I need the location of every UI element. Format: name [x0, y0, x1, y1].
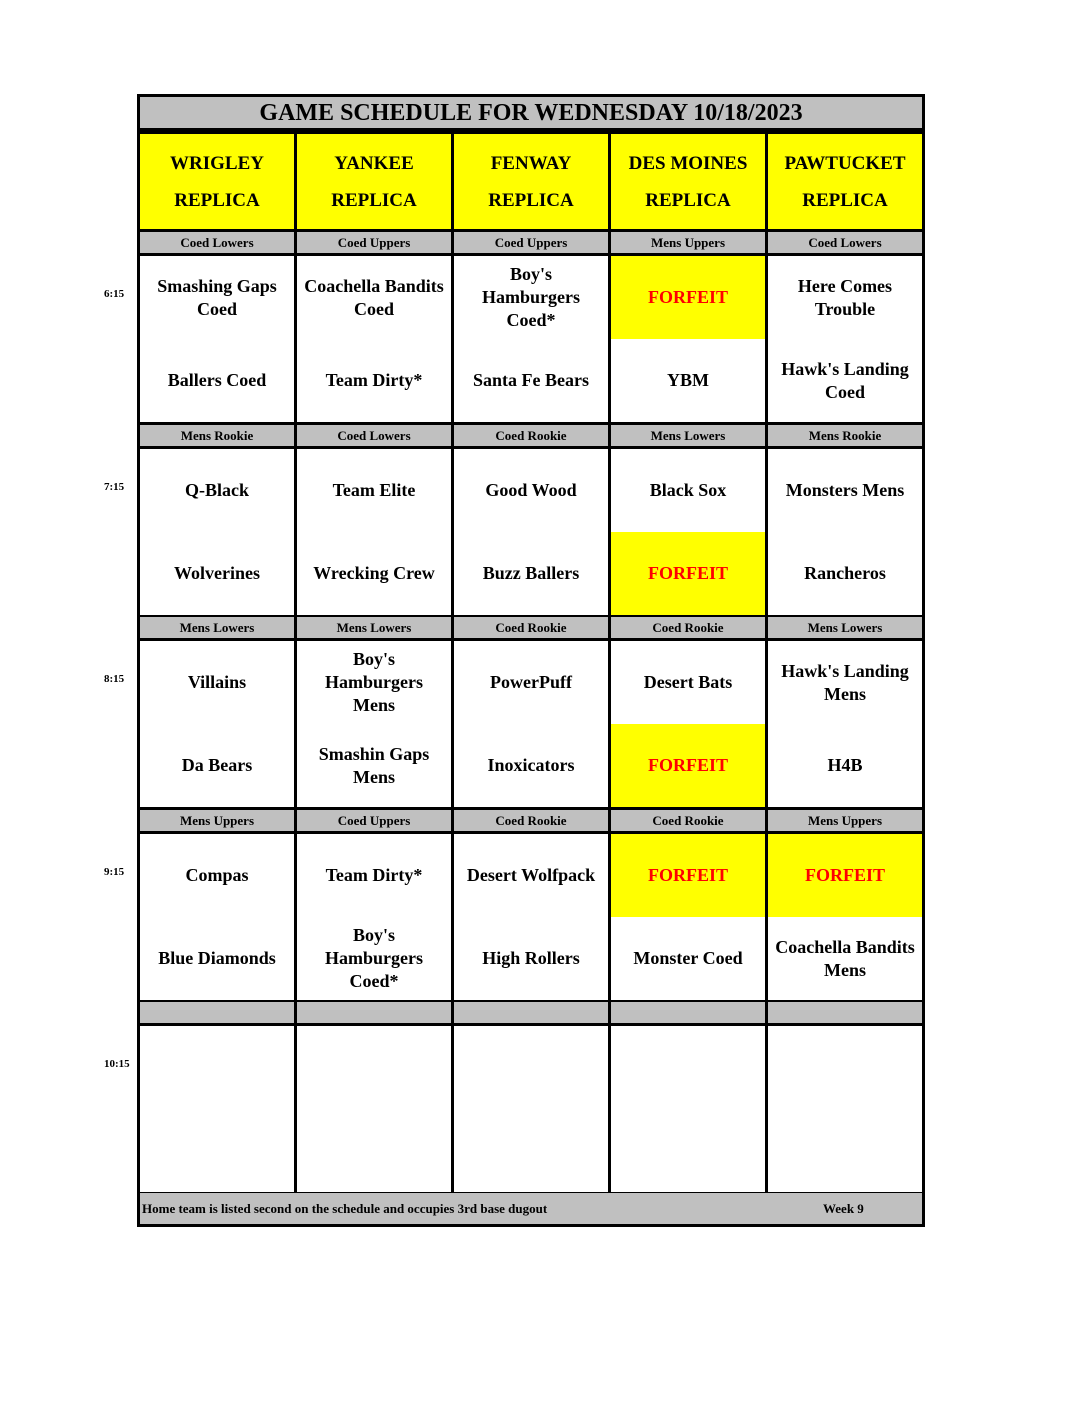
game-cell — [297, 834, 451, 1000]
game-cell — [768, 449, 922, 615]
division-row — [140, 425, 922, 446]
field-header-4 — [611, 134, 765, 229]
field-type: REPLICA — [331, 189, 417, 211]
division-label — [611, 1002, 765, 1023]
game-cell — [454, 641, 608, 807]
field-type: REPLICA — [488, 189, 574, 211]
away-team: FORFEIT — [768, 834, 922, 917]
away-team: Desert Bats — [643, 672, 733, 692]
game-cell — [768, 641, 922, 807]
home-team — [454, 1109, 608, 1192]
footer-bar — [140, 1193, 922, 1224]
away-team: Desert Wolfpack — [466, 865, 596, 885]
game-cell — [454, 256, 608, 422]
schedule-title: GAME SCHEDULE FOR WEDNESDAY 10/18/2023 — [140, 97, 922, 131]
games-row — [140, 449, 922, 615]
field-type: REPLICA — [802, 189, 888, 211]
home-team: Buzz Ballers — [482, 563, 580, 583]
field-name: WRIGLEY — [170, 152, 264, 174]
away-team: Team Elite — [332, 480, 416, 500]
away-team — [611, 1026, 765, 1109]
game-cell — [297, 449, 451, 615]
division-label: Coed Rookie — [454, 425, 608, 446]
home-team: Wrecking Crew — [313, 563, 435, 583]
game-cell — [140, 1026, 294, 1192]
home-team: FORFEIT — [611, 532, 765, 615]
division-label: Coed Rookie — [454, 617, 608, 638]
division-label: Coed Rookie — [611, 617, 765, 638]
game-cell — [611, 834, 765, 1000]
field-header-3 — [454, 134, 608, 229]
away-team — [297, 1026, 451, 1109]
time-label: 6:15 — [104, 288, 125, 300]
away-team: Coachella Bandits Coed — [304, 275, 444, 319]
division-label: Mens Lowers — [140, 617, 294, 638]
home-team: FORFEIT — [611, 724, 765, 807]
home-team: Smashin Gaps Mens — [318, 743, 430, 787]
away-team: Team Dirty* — [325, 865, 423, 885]
division-label: Mens Rookie — [768, 425, 922, 446]
division-label: Mens Rookie — [140, 425, 294, 446]
home-team: Wolverines — [174, 563, 260, 583]
game-cell — [140, 641, 294, 807]
home-team: Monster Coed — [633, 948, 743, 968]
game-cell — [140, 256, 294, 422]
field-name: FENWAY — [490, 152, 572, 174]
game-cell — [611, 641, 765, 807]
home-team — [768, 1109, 922, 1192]
division-label — [297, 1002, 451, 1023]
division-label: Mens Uppers — [611, 232, 765, 253]
home-team: Rancheros — [804, 563, 886, 583]
game-cell — [140, 449, 294, 615]
home-team: Ballers Coed — [167, 370, 267, 390]
away-team: Boy's Hamburgers Mens — [325, 649, 423, 715]
division-label: Coed Uppers — [297, 810, 451, 831]
games-row — [140, 256, 922, 422]
game-cell — [454, 1026, 608, 1192]
division-label: Mens Lowers — [297, 617, 451, 638]
game-cell — [768, 1026, 922, 1192]
field-name: YANKEE — [334, 152, 414, 174]
game-cell — [611, 449, 765, 615]
home-team: Hawk's Landing Coed — [781, 358, 909, 402]
division-label — [454, 1002, 608, 1023]
division-row — [140, 1002, 922, 1023]
games-row — [140, 641, 922, 807]
away-team: Villains — [187, 672, 247, 692]
home-team — [140, 1109, 294, 1192]
time-label: 8:15 — [104, 673, 125, 685]
home-team: Blue Diamonds — [158, 948, 276, 968]
footer-note: Home team is listed second on the schedule and occupies 3rd base dugout — [142, 1201, 548, 1216]
game-cell — [454, 834, 608, 1000]
game-cell — [454, 449, 608, 615]
home-team: Da Bears — [181, 755, 253, 775]
field-name: DES MOINES — [628, 152, 748, 174]
game-cell — [768, 256, 922, 422]
away-team: FORFEIT — [611, 256, 765, 339]
division-label — [768, 1002, 922, 1023]
home-team: Inoxicators — [487, 755, 575, 775]
away-team: Here Comes Trouble — [797, 275, 893, 319]
division-label: Mens Uppers — [140, 810, 294, 831]
away-team: Monsters Mens — [785, 480, 905, 500]
away-team — [768, 1026, 922, 1109]
division-row — [140, 617, 922, 638]
game-cell — [611, 1026, 765, 1192]
home-team — [611, 1109, 765, 1192]
away-team: Smashing Gaps Coed — [157, 275, 277, 319]
division-label: Mens Uppers — [768, 810, 922, 831]
field-header-2 — [297, 134, 451, 229]
game-cell — [140, 834, 294, 1000]
home-team: Team Dirty* — [325, 370, 423, 390]
home-team: Boy's Hamburgers Coed* — [325, 925, 423, 991]
away-team: Compas — [185, 865, 249, 885]
game-cell — [611, 256, 765, 422]
division-label: Mens Lowers — [611, 425, 765, 446]
games-row — [140, 834, 922, 1000]
division-row — [140, 232, 922, 253]
time-label: 9:15 — [104, 866, 125, 878]
time-label: 10:15 — [104, 1058, 130, 1070]
away-team: Boy's Hamburgers Coed* — [482, 264, 580, 330]
field-type: REPLICA — [174, 189, 260, 211]
division-label: Coed Uppers — [297, 232, 451, 253]
field-header-row — [140, 134, 922, 229]
away-team — [140, 1026, 294, 1109]
field-header-5 — [768, 134, 922, 229]
game-cell — [297, 1026, 451, 1192]
away-team: FORFEIT — [611, 834, 765, 917]
field-name: PAWTUCKET — [784, 152, 906, 174]
away-team: Hawk's Landing Mens — [781, 660, 909, 704]
division-label: Coed Rookie — [454, 810, 608, 831]
division-label: Coed Uppers — [454, 232, 608, 253]
away-team: PowerPuff — [490, 672, 572, 692]
time-label: 7:15 — [104, 481, 125, 493]
division-label: Coed Rookie — [611, 810, 765, 831]
field-header-1 — [140, 134, 294, 229]
game-cell — [297, 641, 451, 807]
home-team: High Rollers — [482, 948, 580, 968]
home-team: Coachella Bandits Mens — [775, 936, 915, 980]
game-cell — [297, 256, 451, 422]
away-team — [454, 1026, 608, 1109]
division-label: Coed Lowers — [140, 232, 294, 253]
away-team: Black Sox — [649, 480, 727, 500]
division-label: Coed Lowers — [768, 232, 922, 253]
home-team: YBM — [667, 370, 709, 390]
division-label: Coed Lowers — [297, 425, 451, 446]
schedule-table — [137, 94, 925, 1227]
games-row — [140, 1026, 922, 1192]
away-team: Q-Black — [184, 480, 249, 500]
division-label — [140, 1002, 294, 1023]
home-team — [297, 1109, 451, 1192]
week-label: Week 9 — [823, 1201, 864, 1216]
home-team: H4B — [827, 755, 863, 775]
division-label: Mens Lowers — [768, 617, 922, 638]
division-row — [140, 810, 922, 831]
field-type: REPLICA — [645, 189, 731, 211]
home-team: Santa Fe Bears — [473, 370, 589, 390]
game-cell — [768, 834, 922, 1000]
away-team: Good Wood — [485, 480, 577, 500]
